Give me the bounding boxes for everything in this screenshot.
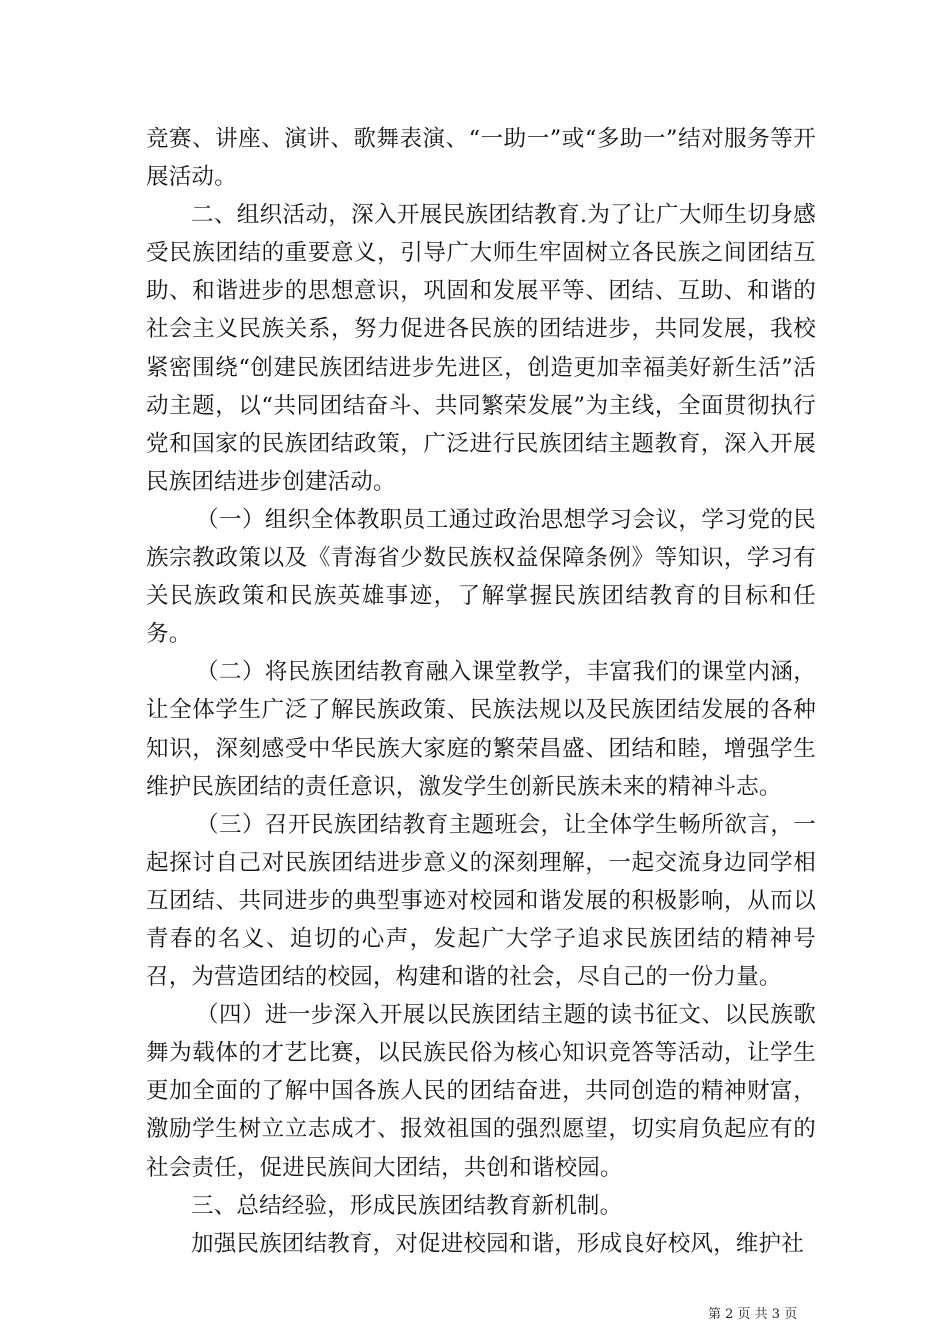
paragraph-section-3: 三、总结经验，形成民族团结教育新机制。 [191,1192,623,1219]
paragraph-continuation: 竞赛、讲座、演讲、歌舞表演、“一助一”或“多助一”结对服务等开展活动。 [146,126,816,191]
paragraph-section-2: 二、组织活动，深入开展民族团结教育.为了让广大师生切身感受民族团结的重要意义，引导广大师生牢固树立各民族之间团结互助、和谐进步的思想意识，巩固和发展平等、团结、互助、和谐的社会主义民族关系，努力促进各民族的团结进步，共同发展，我校紧密围绕“创建民族团结进步先进区，创造更加幸福美好新生活”活动主题，以“共同团结奋斗、共同繁荣发展”为主线，全面贯彻执行党和国家的民族团结政策，广泛进行民族团结主题教育，深入开展民族团结进步创建活动。 [146,202,816,495]
document-body [146,120,816,1263]
paragraph-item-4: （四）进一步深入开展以民族团结主题的读书征文、以民族歌舞为载体的才艺比赛，以民族民俗为核心知识竞答等活动，让学生更加全面的了解中国各族人民的团结奋进，共同创造的精神财富，激励学生树立立志成才、报效祖国的强烈愿望，切实肩负起应有的社会责任，促进民族间大团结，共创和谐校园。 [146,1002,816,1181]
paragraph-closing: 加强民族团结教育，对促进校园和谐，形成良好校风，维护社 [191,1230,804,1257]
paragraph-item-2: （二）将民族团结教育融入课堂教学，丰富我们的课堂内涵，让全体学生广泛了解民族政策、民族法规以及民族团结发展的各种知识，深刻感受中华民族大家庭的繁荣昌盛、团结和睦，增强学生维护民族团结的责任意识，激发学生创新民族未来的精神斗志。 [146,659,816,800]
paragraph-item-3: （三）召开民族团结教育主题班会，让全体学生畅所欲言，一起探讨自己对民族团结进步意义的深刻理解，一起交流身边同学相互团结、共同进步的典型事迹对校园和谐发展的积极影响，从而以青春的名义、迫切的心声，发起广大学子追求民族团结的精神号召，为营造团结的校园，构建和谐的社会，尽自己的一份力量。 [146,811,816,991]
page-number-footer: 第 2 页 共 3 页 [708,1307,798,1322]
paragraph-item-1: （一）组织全体教职员工通过政治思想学习会议，学习党的民族宗教政策以及《青海省少数民族权益保障条例》等知识，学习有关民族政策和民族英雄事迹，了解掌握民族团结教育的目标和任务。 [146,506,816,648]
